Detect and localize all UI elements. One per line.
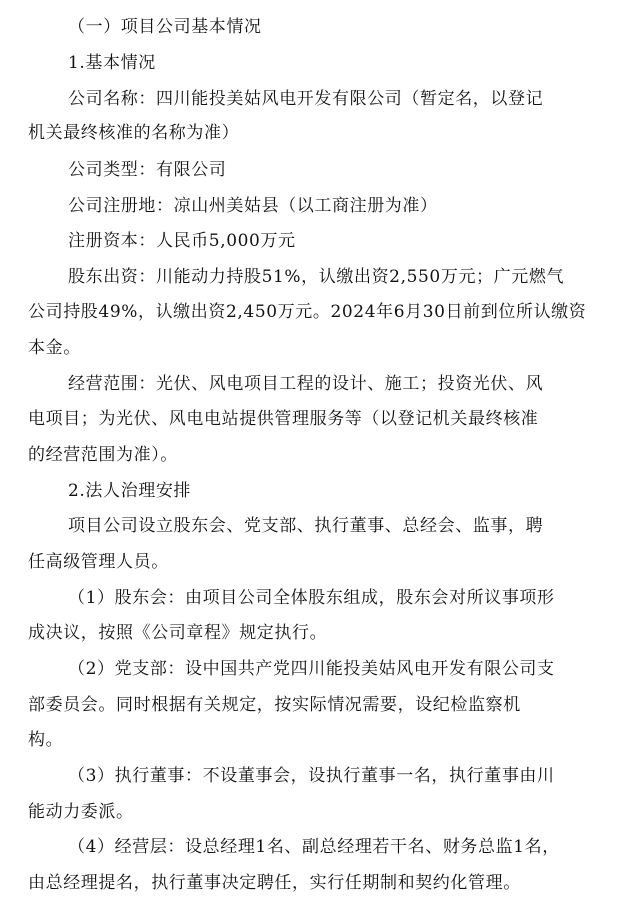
basic-info-heading: 1.基本情况 — [68, 53, 156, 73]
company-type: 公司类型：有限公司 — [68, 160, 227, 180]
item2-line-1: （2）党支部：设中国共产党四川能投美姑风电开发有限公司支 — [68, 659, 555, 679]
business-scope-line-3: 的经营范围为准）。 — [28, 445, 178, 465]
registered-capital: 注册资本：人民币5,000万元 — [68, 231, 296, 251]
governance-intro-line-1: 项目公司设立股东会、党支部、执行董事、总经会、监事，聘 — [68, 516, 544, 536]
item3-line-1: （3）执行董事：不设董事会，设执行董事一名，执行董事由川 — [68, 766, 555, 786]
registered-place: 公司注册地：凉山州美姑县（以工商注册为准） — [68, 196, 438, 216]
item4-line-2: 由总经理提名，执行董事决定聘任，实行任期制和契约化管理。 — [28, 873, 521, 893]
company-name-line-2: 机关最终核准的名称为准） — [28, 123, 240, 143]
item1-line-2: 成决议，按照《公司章程》规定执行。 — [28, 623, 328, 643]
section-heading: （一）项目公司基本情况 — [68, 17, 262, 37]
item3-line-2: 能动力委派。 — [28, 802, 134, 822]
governance-intro-line-2: 任高级管理人员。 — [28, 552, 169, 572]
item1-line-1: （1）股东会：由项目公司全体股东组成，股东会对所议事项形 — [68, 588, 555, 608]
item4-line-1: （4）经营层：设总经理1名、副总经理若干名、财务总监1名， — [68, 837, 560, 857]
item2-line-3: 构。 — [28, 730, 64, 750]
item2-line-2: 部委员会。同时根据有关规定，按实际情况需要，设纪检监察机 — [28, 695, 521, 715]
governance-heading: 2.法人治理安排 — [68, 481, 192, 501]
shareholders-line-1: 股东出资：川能动力持股51%，认缴出资2,550万元；广元燃气 — [68, 267, 565, 287]
business-scope-line-1: 经营范围：光伏、风电项目工程的设计、施工；投资光伏、风 — [68, 374, 544, 394]
shareholders-line-2: 公司持股49%，认缴出资2,450万元。2024年6月30日前到位所认缴资 — [28, 302, 587, 322]
business-scope-line-2: 电项目；为光伏、风电电站提供管理服务等（以登记机关最终核准 — [28, 409, 539, 429]
company-name-line-1: 公司名称：四川能投美姑风电开发有限公司（暂定名，以登记 — [68, 89, 544, 109]
shareholders-line-3: 本金。 — [28, 338, 81, 358]
